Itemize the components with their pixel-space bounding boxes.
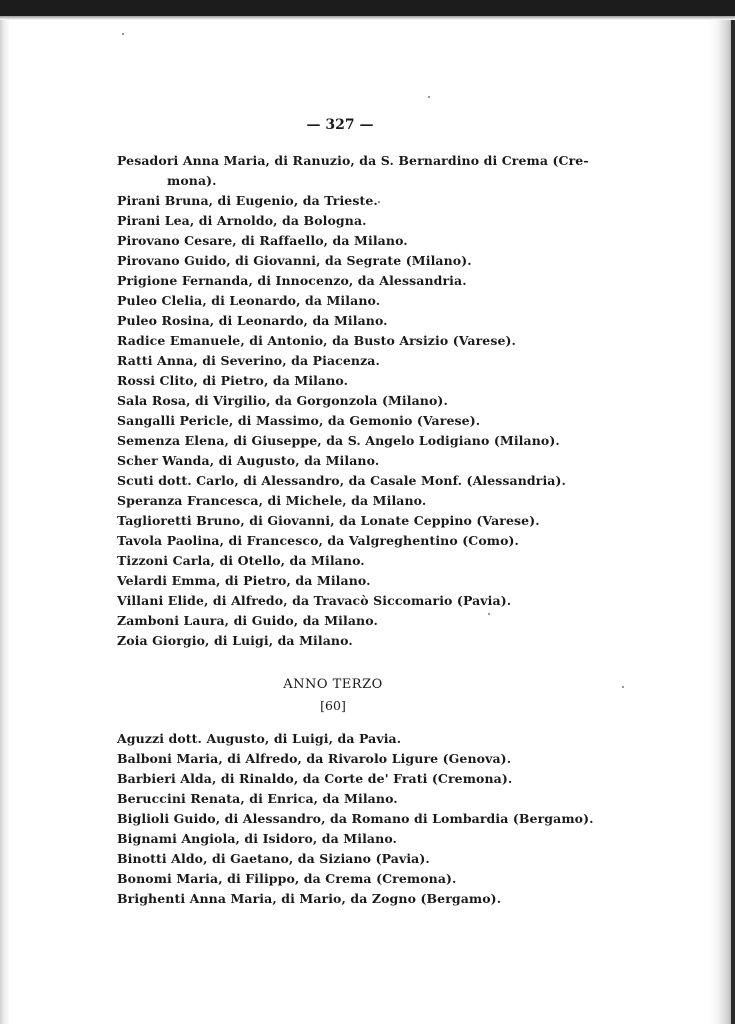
- list-item: Pesadori Anna Maria, di Ranuzio, da S. Bernardino di Crema (Cre-: [117, 153, 589, 168]
- list-item: Pirovano Guido, di Giovanni, da Segrate (Milano).: [117, 253, 472, 268]
- list-item: Radice Emanuele, di Antonio, da Busto Arsizio (Varese).: [117, 333, 516, 348]
- scan-speck: [488, 613, 490, 615]
- section-heading: ANNO TERZO: [283, 677, 383, 692]
- list-item: Puleo Rosina, di Leonardo, da Milano.: [117, 313, 388, 328]
- list-item: Scuti dott. Carlo, di Alessandro, da Casale Monf. (Alessandria).: [117, 473, 566, 488]
- list-item: Binotti Aldo, di Gaetano, da Siziano (Pavia).: [117, 851, 430, 866]
- scan-top-border: [0, 0, 735, 16]
- list-item: Bonomi Maria, di Filippo, da Crema (Cremona).: [117, 871, 457, 886]
- scan-speck: [122, 33, 124, 35]
- list-item: Tavola Paolina, di Francesco, da Valgreghentino (Como).: [117, 533, 519, 548]
- list-item: Beruccini Renata, di Enrica, da Milano.: [117, 791, 398, 806]
- list-item: Zamboni Laura, di Guido, da Milano.: [117, 613, 378, 628]
- list-item: Velardi Emma, di Pietro, da Milano.: [117, 573, 371, 588]
- list-item: Pirani Bruna, di Eugenio, da Trieste.: [117, 193, 378, 208]
- list-item: Speranza Francesca, di Michele, da Milano.: [117, 493, 427, 508]
- scan-speck: [378, 201, 380, 203]
- list-item: Sangalli Pericle, di Massimo, da Gemonio (Varese).: [117, 413, 481, 428]
- list-item-continuation: mona).: [167, 173, 217, 188]
- scan-speck: [428, 96, 430, 98]
- list-item: Semenza Elena, di Giuseppe, da S. Angelo Lodigiano (Milano).: [117, 433, 560, 448]
- list-item: Puleo Clelia, di Leonardo, da Milano.: [117, 293, 381, 308]
- scan-top-shadow: [0, 16, 735, 20]
- list-item: Bignami Angiola, di Isidoro, da Milano.: [117, 831, 397, 846]
- list-item: Aguzzi dott. Augusto, di Luigi, da Pavia.: [117, 731, 402, 746]
- list-item: Pirani Lea, di Arnoldo, da Bologna.: [117, 213, 367, 228]
- list-item: Sala Rosa, di Virgilio, da Gorgonzola (Milano).: [117, 393, 448, 408]
- list-item: Prigione Fernanda, di Innocenzo, da Alessandria.: [117, 273, 467, 288]
- list-item: Brighenti Anna Maria, di Mario, da Zogno (Bergamo).: [117, 891, 502, 906]
- list-item: Pirovano Cesare, di Raffaello, da Milano.: [117, 233, 408, 248]
- section-count: [60]: [320, 698, 346, 713]
- list-item: Scher Wanda, di Augusto, da Milano.: [117, 453, 380, 468]
- list-item: Barbieri Alda, di Rinaldo, da Corte de' Frati (Cremona).: [117, 771, 513, 786]
- list-item: Ratti Anna, di Severino, da Piacenza.: [117, 353, 380, 368]
- list-item: Villani Elide, di Alfredo, da Travacò Siccomario (Pavia).: [117, 593, 512, 608]
- scan-left-edge: [0, 20, 10, 1024]
- list-item: Tizzoni Carla, di Otello, da Milano.: [117, 553, 365, 568]
- scan-right-border: [731, 20, 735, 1024]
- list-item: Biglioli Guido, di Alessandro, da Romano di Lombardia (Bergamo).: [117, 811, 594, 826]
- list-item: Zoia Giorgio, di Luigi, da Milano.: [117, 633, 353, 648]
- list-item: Rossi Clito, di Pietro, da Milano.: [117, 373, 349, 388]
- list-item: Taglioretti Bruno, di Giovanni, da Lonate Ceppino (Varese).: [117, 513, 540, 528]
- list-item: Balboni Maria, di Alfredo, da Rivarolo Ligure (Genova).: [117, 751, 512, 766]
- page-number: — 327 —: [306, 117, 374, 133]
